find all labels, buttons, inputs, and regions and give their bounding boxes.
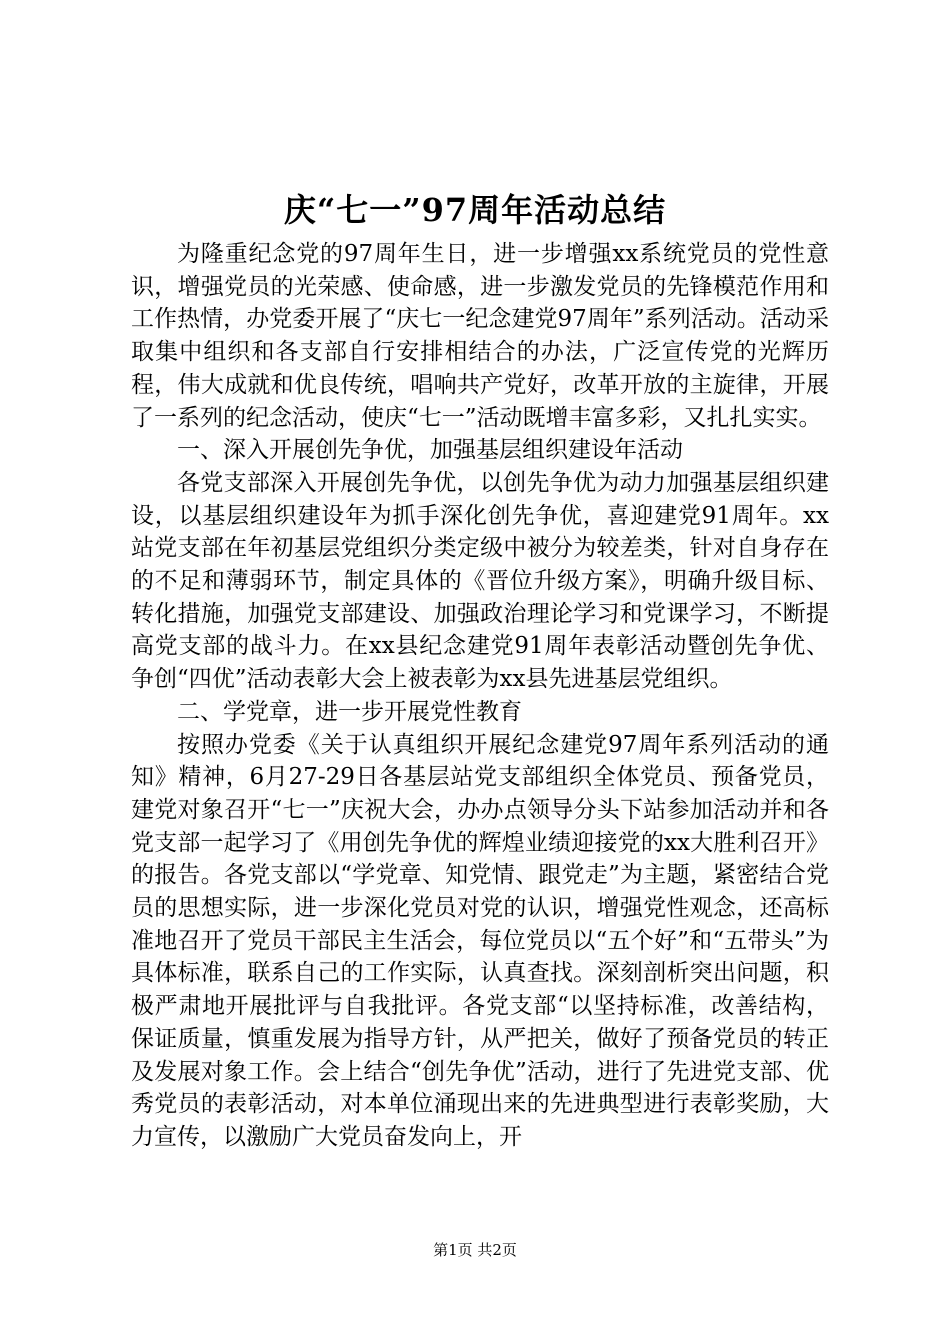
page-number: 第1页 共2页 <box>433 1241 517 1259</box>
section-heading-2: 二、学党章，进一步开展党性教育 <box>177 698 522 725</box>
section-2-paragraph: 按照办党委《关于认真组织开展纪念建党97周年系列活动的通知》精神，6月27-29日各基层站党支部组织全体党员、预备党员，建党对象召开“七一”庆祝大会，办办点领导分头下站参加活动并和各党支部一起学习了《用创先争优的辉煌业绩迎接党的xx大胜利召开》的报告。各党支部以“学党章、知党情、跟党走”为主题，紧密结合党员的思想实际，进一步深化党员对党的认识，增强党性观念，还高标准地召开了党员干部民主生活会，每位党员以“五个好”和“五带头”为具体标准，联系自己的工作实际，认真查找。深刻剖析突出问题，积极严肃地开展批评与自我批评。各党支部“以坚持标准，改善结构，保证质量，慎重发展为指导方针，从严把关，做好了预备党员的转正及发展对象工作。会上结合“创先争优”活动，进行了先进党支部、优秀党员的表彰活动，对本单位涌现出来的先进典型进行表彰奖励，大力宣传，以激励广大党员奋发向上，开 <box>131 731 829 1150</box>
intro-paragraph: 为隆重纪念党的97周年生日，进一步增强xx系统党员的党性意识，增强党员的光荣感、使命感，进一步激发党员的先锋模范作用和工作热情，办党委开展了“庆七一纪念建党97周年”系列活动。活动采取集中组织和各支部自行安排相结合的办法，广泛宣传党的光辉历程，伟大成就和优良传统，唱响共产党好，改革开放的主旋律，开展了一系列的纪念活动，使庆“七一”活动既增丰富多彩，又扎扎实实。 <box>131 241 829 431</box>
section-1-paragraph: 各党支部深入开展创先争优，以创先争优为动力加强基层组织建设，以基层组织建设年为抓手深化创先争优，喜迎建党91周年。xx站党支部在年初基层党组织分类定级中被分为较差类，针对自身存在的不足和薄弱环节，制定具体的《晋位升级方案》，明确升级目标、转化措施，加强党支部建设、加强政治理论学习和党课学习，不断提高党支部的战斗力。在xx县纪念建党91周年表彰活动暨创先争优、争创“四优”活动表彰大会上被表彰为xx县先进基层党组织。 <box>131 469 829 693</box>
page-title: 庆“七一”97周年活动总结 <box>283 191 667 229</box>
document-body <box>131 238 829 1154</box>
section-heading-1: 一、深入开展创先争优，加强基层组织建设年活动 <box>177 437 683 464</box>
